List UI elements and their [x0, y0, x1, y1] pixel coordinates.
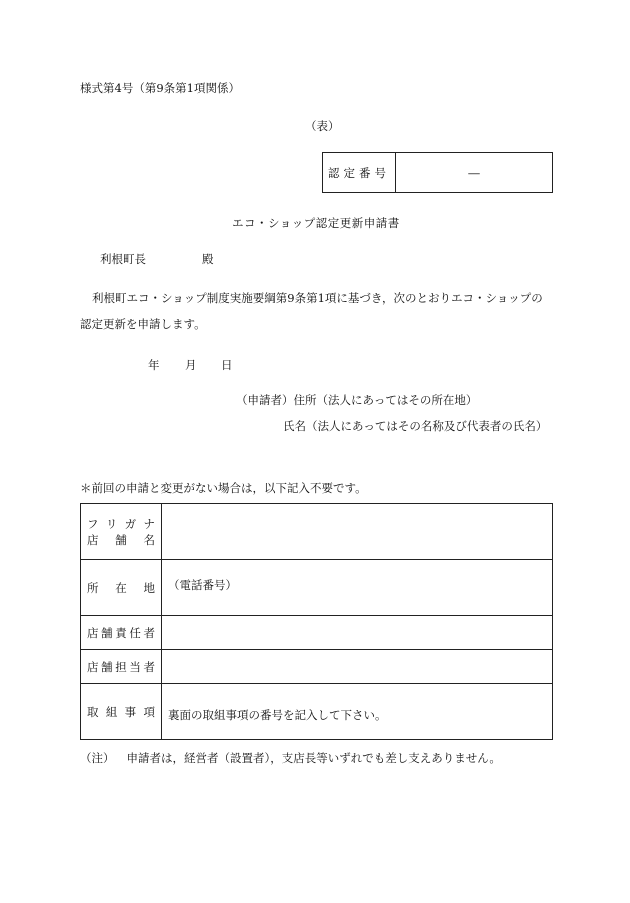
body-text-line-1: 利根町エコ・ショップ制度実施要綱第9条第1項に基づき，次のとおりエコ・ショップの	[92, 291, 543, 305]
certification-number-value[interactable]: ―	[468, 165, 480, 180]
manager-field[interactable]	[162, 616, 553, 650]
applicant-address-label: （申請者）住所（法人にあってはその所在地）	[236, 393, 478, 407]
store-name-label: 店 舗 名	[87, 532, 155, 547]
store-name-field[interactable]	[162, 504, 553, 560]
efforts-field[interactable]	[162, 684, 553, 740]
furigana-label: フ リ ガ ナ	[87, 516, 155, 531]
date-year-label: 年	[148, 358, 160, 372]
footnote-text: 申請者は，経営者（設置者），支店長等いずれでも差し支えありません。	[126, 751, 501, 765]
table-row-store-name	[81, 504, 553, 560]
addressee-honorific: 殿	[202, 252, 214, 266]
applicant-name-label: 氏名（法人にあってはその名称及び代表者の氏名）	[283, 419, 548, 433]
side-indicator: （表）	[305, 119, 340, 133]
body-text-line-2: 認定更新を申請します。	[80, 317, 206, 331]
contact-label-cell	[81, 650, 162, 684]
form-number: 様式第4号（第9条第1項関係）	[80, 81, 240, 95]
contact-field[interactable]	[162, 650, 553, 684]
efforts-label-cell	[81, 684, 162, 740]
store-info-table	[80, 503, 553, 740]
phone-number-label: （電話番号）	[168, 577, 237, 592]
date-month-label: 月	[185, 358, 197, 372]
store-name-label-cell	[81, 504, 162, 560]
contact-label: 店 舗 担 当 者	[87, 659, 155, 674]
notice-text: ＊前回の申請と変更がない場合は，以下記入不要です。	[80, 481, 367, 495]
location-label-cell	[81, 560, 162, 616]
date-day-label: 日	[221, 358, 233, 372]
location-field[interactable]	[162, 560, 553, 616]
addressee-name: 利根町長	[100, 252, 146, 266]
manager-label-cell	[81, 616, 162, 650]
table-row-manager	[81, 616, 553, 650]
efforts-instruction: 裏面の取組事項の番号を記入して下さい。	[168, 707, 387, 722]
table-row-contact	[81, 650, 553, 684]
location-label: 所 在 地	[87, 580, 155, 595]
footnote	[80, 750, 501, 766]
efforts-label: 取 組 事 項	[87, 704, 155, 719]
document-title: エコ・ショップ認定更新申請書	[232, 216, 400, 230]
table-row-location	[81, 560, 553, 616]
footnote-prefix: （注）	[80, 751, 115, 765]
certification-number-box	[322, 152, 553, 193]
certification-number-label: 認定番号	[323, 153, 396, 192]
table-row-efforts	[81, 684, 553, 740]
manager-label: 店 舗 責 任 者	[87, 625, 155, 640]
addressee	[100, 251, 214, 267]
